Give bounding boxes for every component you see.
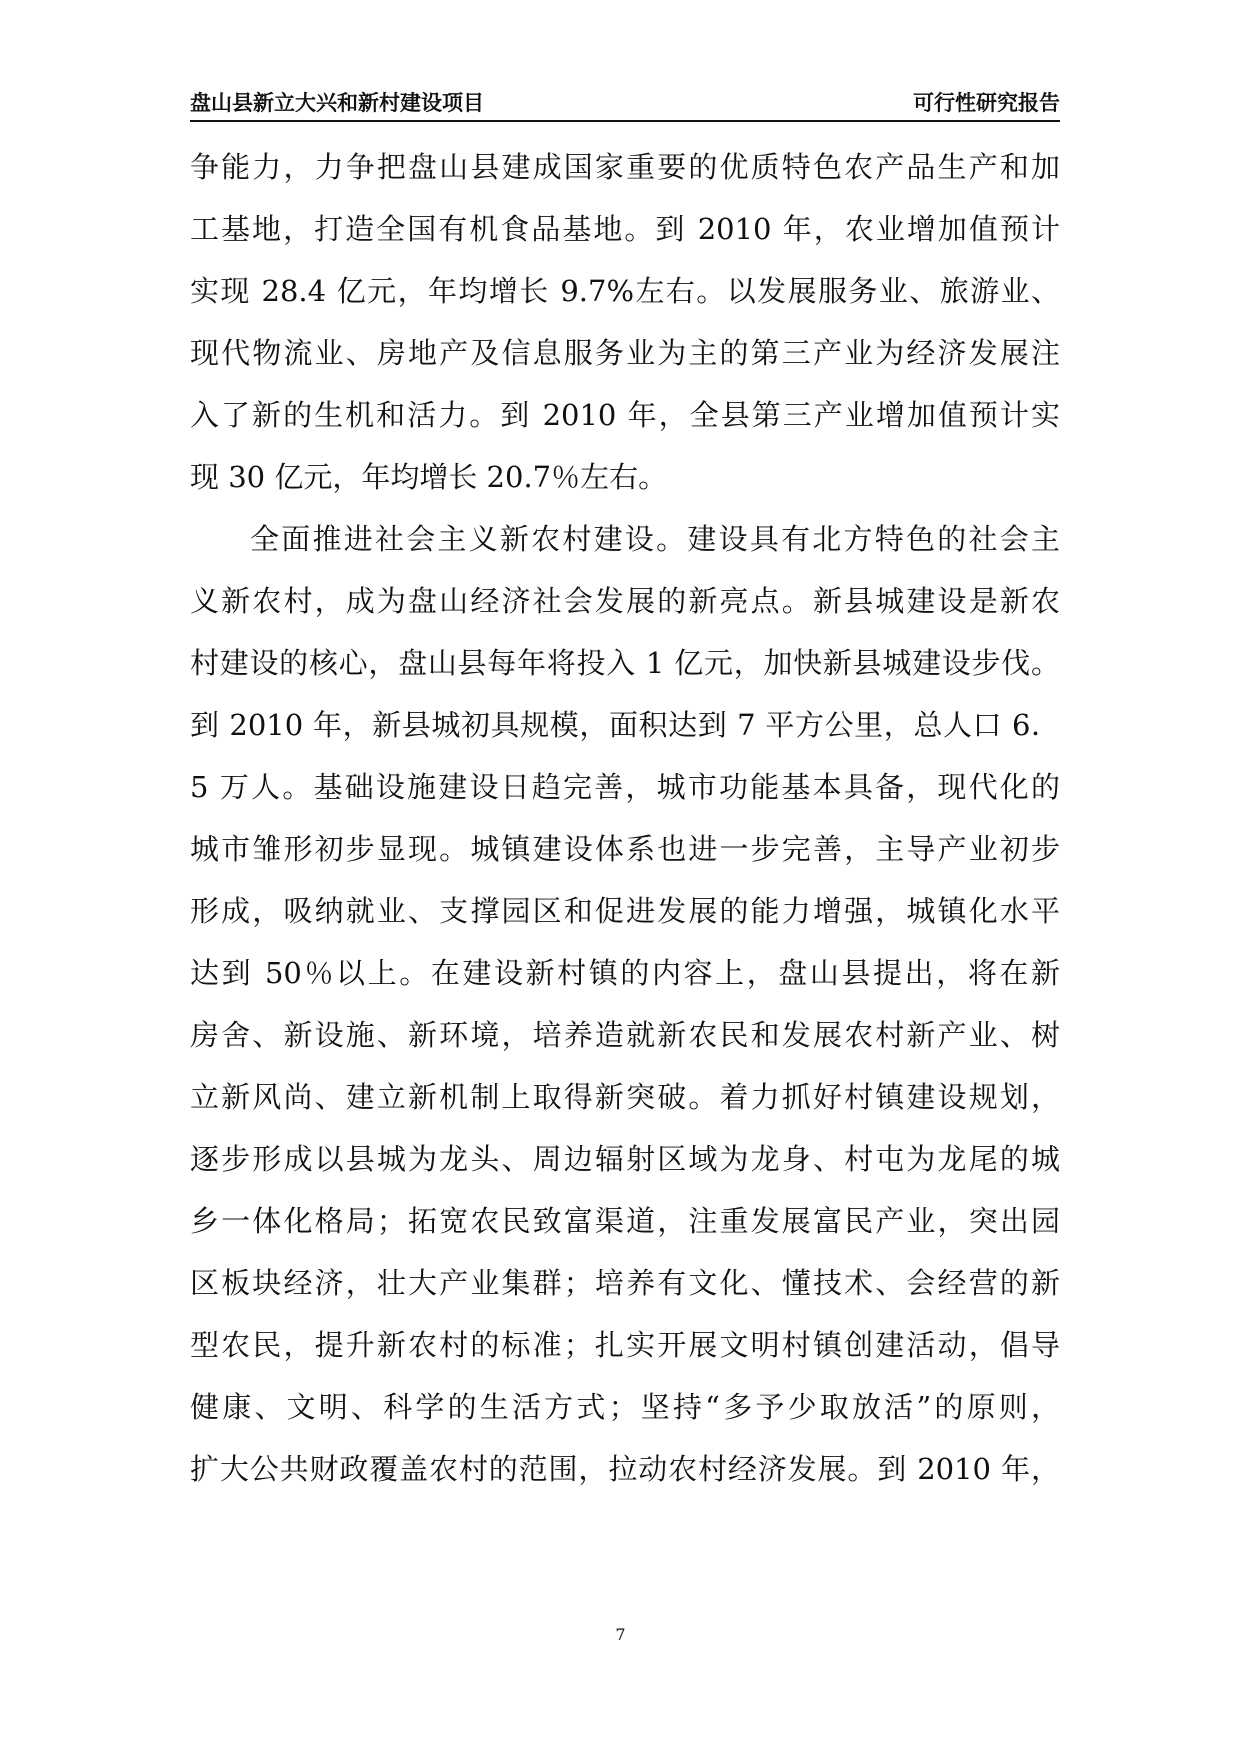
text-line: 争能力，力争把盘山县建成国家重要的优质特色农产品生产和加 <box>190 150 1060 184</box>
text-line: 现代物流业、房地产及信息服务业为主的第三产业为经济发展注 <box>190 336 1060 370</box>
text-line: 工基地，打造全国有机食品基地。到 2010 年，农业增加值预计 <box>190 212 1060 246</box>
text-line: 型农民，提升新农村的标准；扎实开展文明村镇创建活动，倡导 <box>190 1328 1060 1362</box>
text-line: 村建设的核心，盘山县每年将投入 1 亿元，加快新县城建设步伐。 <box>190 646 1060 680</box>
text-line: 区板块经济，壮大产业集群；培养有文化、懂技术、会经营的新 <box>190 1266 1060 1300</box>
text-line: 乡一体化格局；拓宽农民致富渠道，注重发展富民产业，突出园 <box>190 1204 1060 1238</box>
text-line: 义新农村，成为盘山经济社会发展的新亮点。新县城建设是新农 <box>190 584 1060 618</box>
document-title: 盘山县新立大兴和新村建设项目 <box>190 91 484 115</box>
text-line: 逐步形成以县城为龙头、周边辐射区域为龙身、村屯为龙尾的城 <box>190 1142 1060 1176</box>
document-type: 可行性研究报告 <box>913 91 1060 115</box>
header-divider <box>190 120 1060 122</box>
text-line: 入了新的生机和活力。到 2010 年，全县第三产业增加值预计实 <box>190 398 1060 432</box>
text-line: 现 30 亿元，年均增长 20.7％左右。 <box>190 460 668 494</box>
text-line: 5 万人。基础设施建设日趋完善，城市功能基本具备，现代化的 <box>190 770 1060 804</box>
page-header <box>190 88 1060 118</box>
text-line: 实现 28.4 亿元，年均增长 9.7%左右。以发展服务业、旅游业、 <box>190 274 1060 308</box>
text-line: 扩大公共财政覆盖农村的范围，拉动农村经济发展。到 2010 年， <box>190 1452 1060 1486</box>
page-number: 7 <box>615 1625 626 1644</box>
text-line: 城市雏形初步显现。城镇建设体系也进一步完善，主导产业初步 <box>190 832 1060 866</box>
text-line: 房舍、新设施、新环境，培养造就新农民和发展农村新产业、树 <box>190 1018 1060 1052</box>
text-line: 立新风尚、建立新机制上取得新突破。着力抓好村镇建设规划， <box>190 1080 1060 1114</box>
text-line: 形成，吸纳就业、支撑园区和促进发展的能力增强，城镇化水平 <box>190 894 1060 928</box>
paragraph-start-line: 全面推进社会主义新农村建设。建设具有北方特色的社会主 <box>250 522 1060 556</box>
text-line: 达到 50％以上。在建设新村镇的内容上，盘山县提出，将在新 <box>190 956 1060 990</box>
body-text <box>190 136 1060 1500</box>
text-line: 健康、文明、科学的生活方式；坚持“多予少取放活”的原则， <box>190 1390 1060 1424</box>
text-line: 到 2010 年，新县城初具规模，面积达到 7 平方公里，总人口 6． <box>190 708 1060 742</box>
